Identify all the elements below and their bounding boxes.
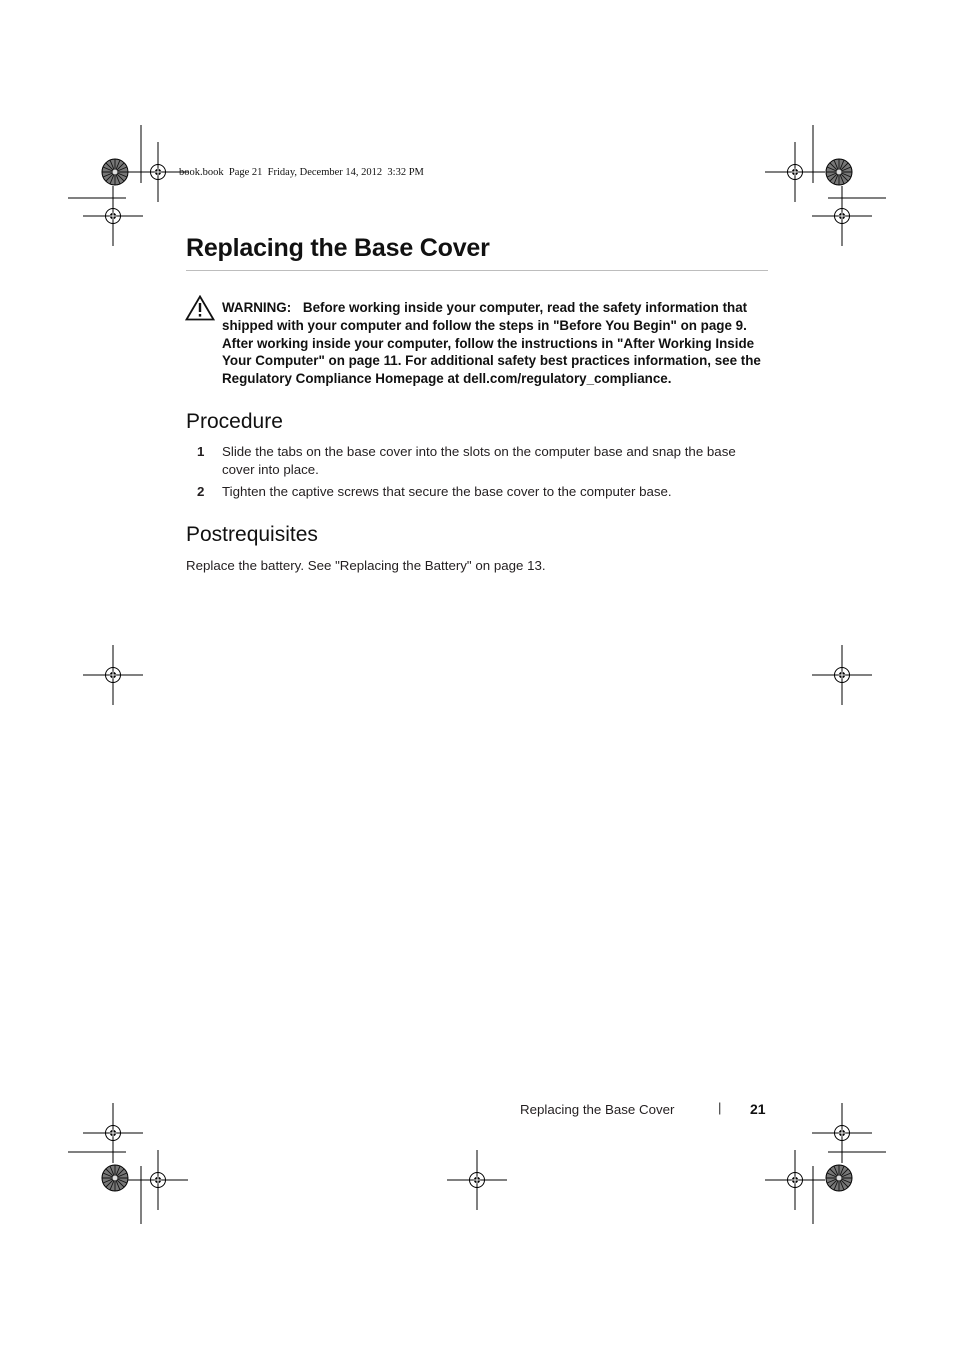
step-number: 2 [197,484,205,499]
registration-mark-icon [812,645,872,705]
registration-star-icon [826,1165,852,1191]
procedure-heading: Procedure [186,410,283,433]
procedure-step [186,483,776,501]
page-number: 21 [750,1101,766,1117]
procedure-steps [186,443,776,501]
step-number: 1 [197,444,205,459]
step-text: Tighten the captive screws that secure the base cover to the computer base. [222,484,672,499]
registration-mark-icon [447,1150,507,1210]
footer-section-title: Replacing the Base Cover [520,1102,675,1117]
registration-mark-icon [83,1103,143,1163]
registration-mark-icon [765,142,825,202]
page-title: Replacing the Base Cover [186,234,490,262]
warning-label: WARNING: [222,300,292,315]
registration-mark-icon [83,645,143,705]
warning-notice [222,299,770,388]
registration-mark-icon [128,1150,188,1210]
postrequisites-text: Replace the battery. See "Replacing the Battery" on page 13. [186,558,546,573]
registration-mark-icon [812,186,872,246]
registration-mark-icon [812,1103,872,1163]
procedure-step [186,443,776,479]
warning-body: Before working inside your computer, read the safety information that shipped with your computer and follow the steps in "Before You Begin" on page 9. After working inside your computer, follow the instructions in "After Working Inside Your Computer" on page 11. For additional safety best practices information, see the Regulatory Compliance Homepage at dell.com/regulatory_compliance. [222,300,761,387]
step-text: Slide the tabs on the base cover into the slots on the computer base and snap the base cover into place. [222,444,736,477]
postrequisites-heading: Postrequisites [186,523,318,546]
registration-star-icon [102,159,128,185]
registration-mark-icon [83,186,143,246]
footer-separator: | [718,1100,722,1115]
registration-star-icon [102,1165,128,1191]
print-slug-line: book.book Page 21 Friday, December 14, 2012 3:32 PM [179,167,424,178]
registration-mark-icon [765,1150,825,1210]
title-divider [186,270,768,271]
warning-triangle-icon [185,295,215,321]
registration-star-icon [826,159,852,185]
